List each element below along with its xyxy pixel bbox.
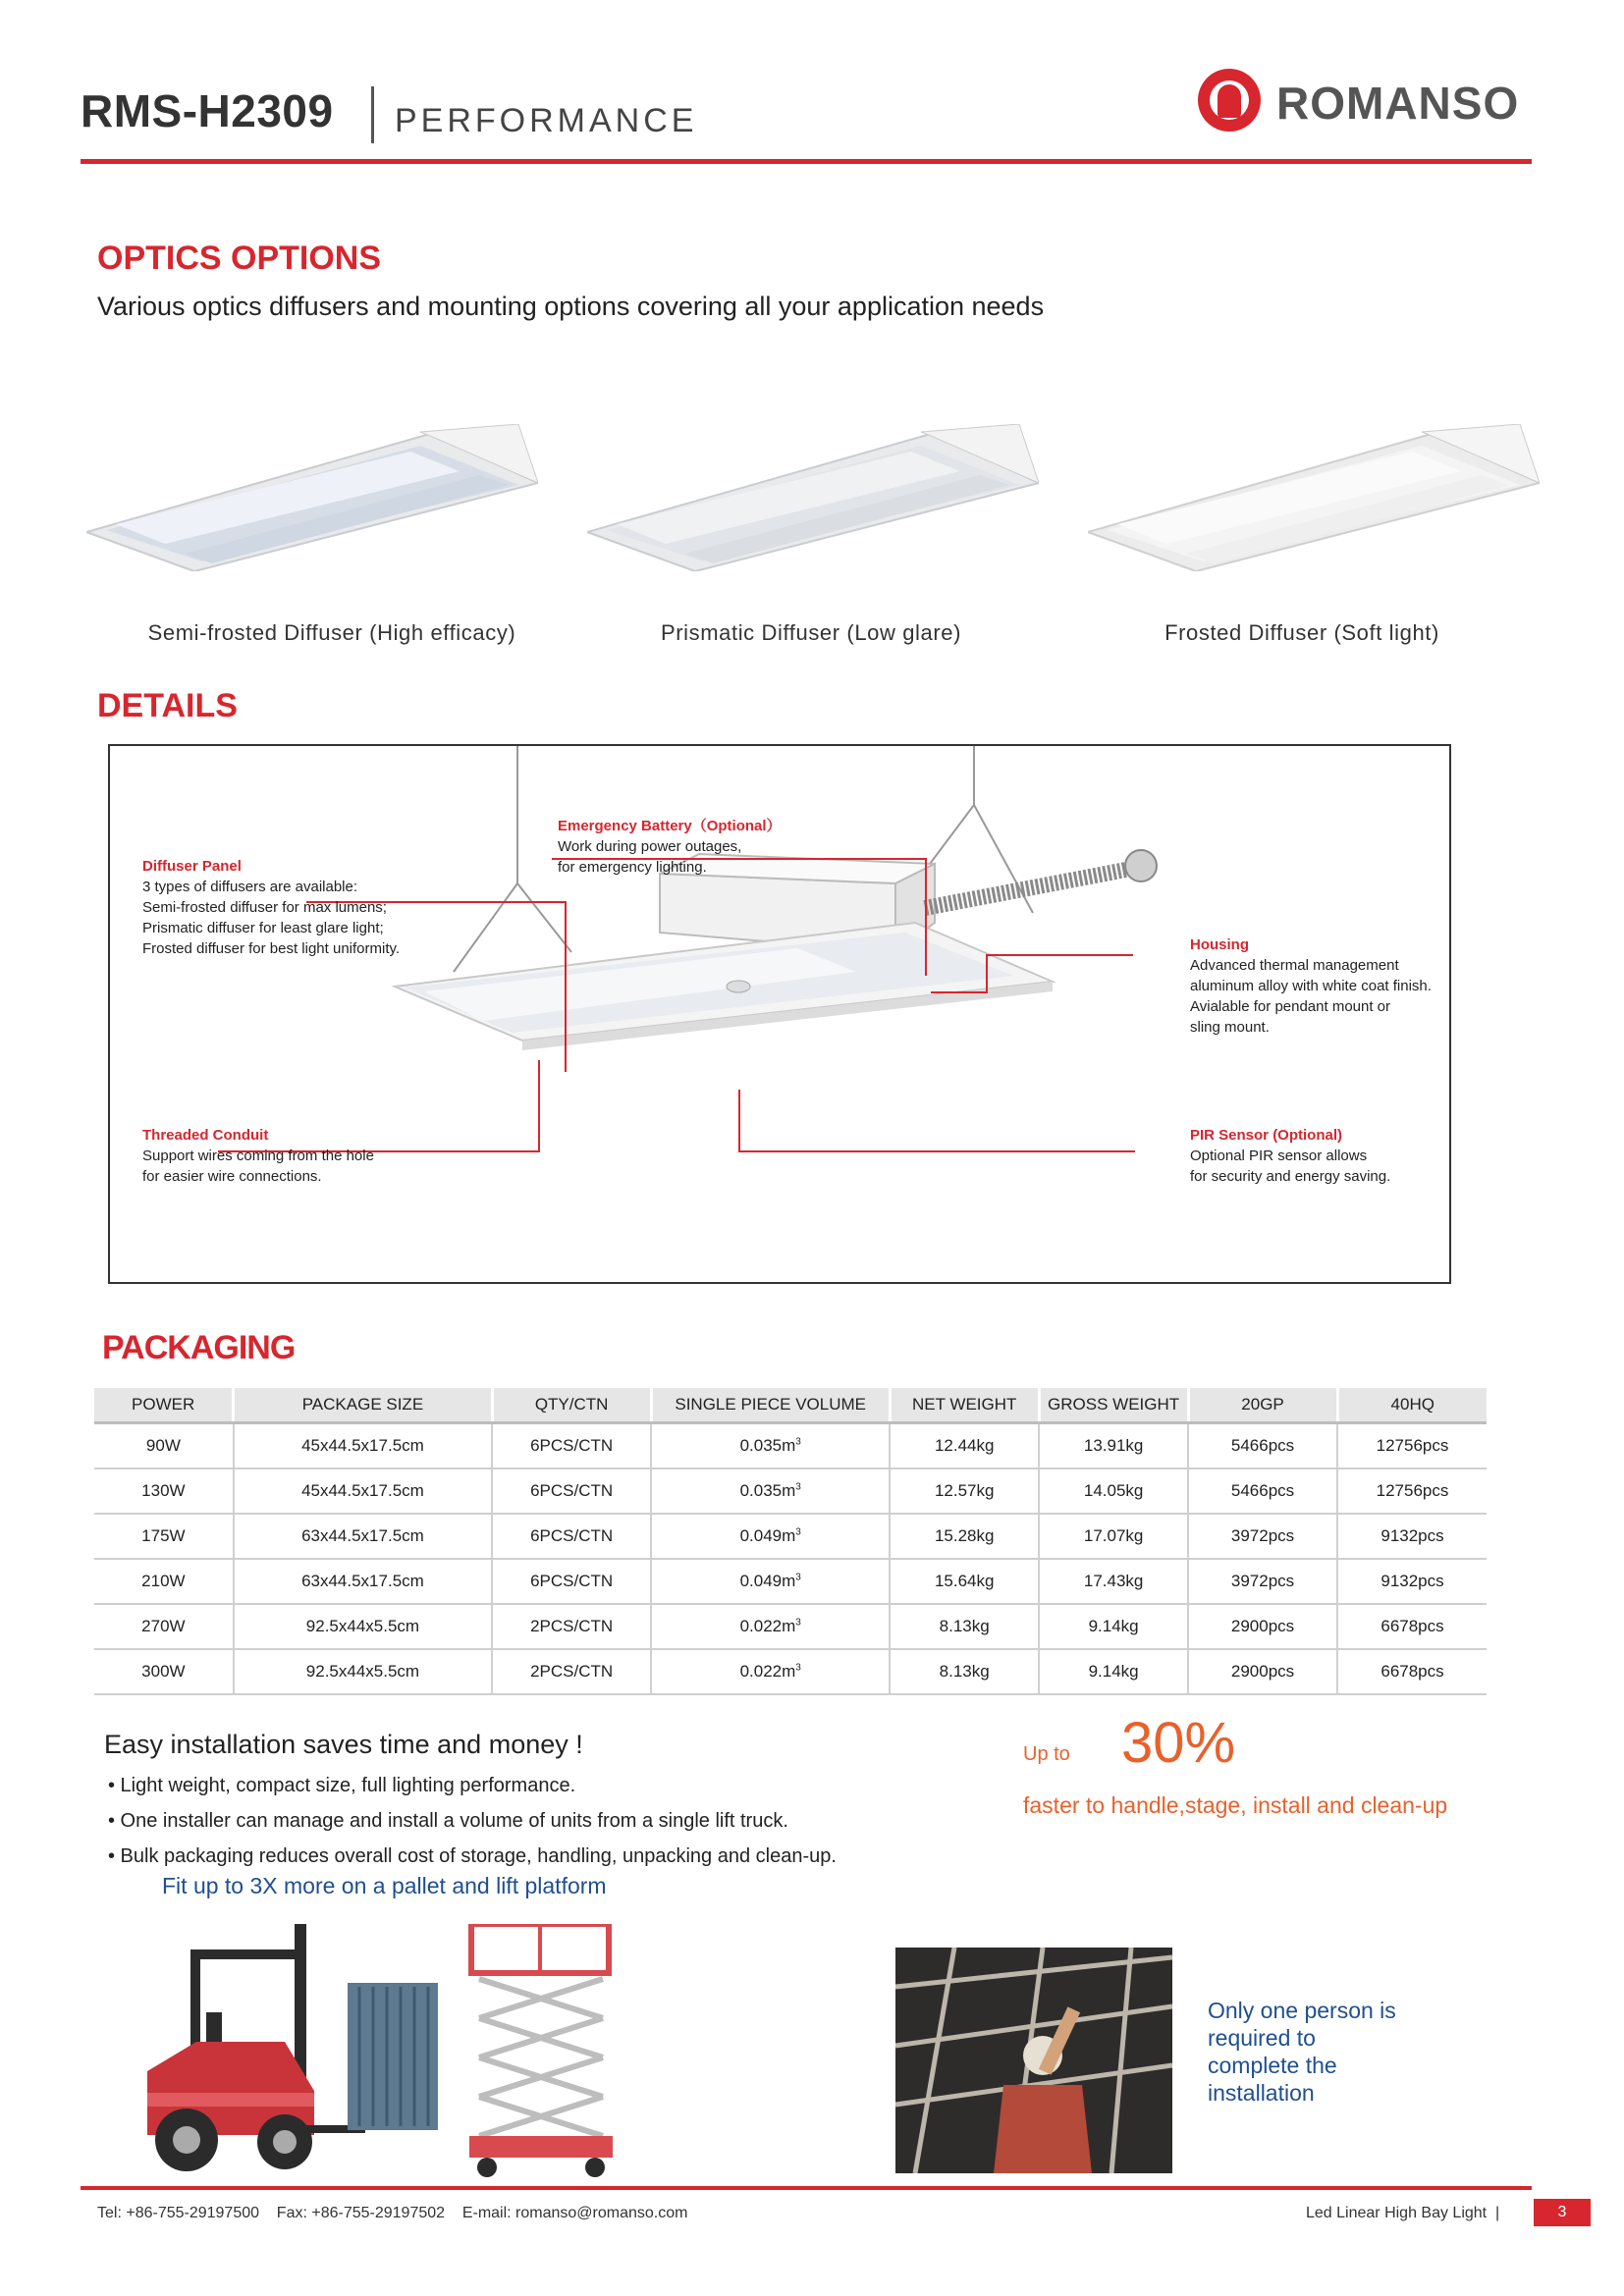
model-name: RMS-H2309 [81,85,334,136]
frosted-lamp-image [1088,424,1540,571]
table-cell: 300W [94,1649,234,1694]
table-cell: 9.14kg [1039,1604,1188,1649]
table-cell: 15.64kg [890,1559,1039,1604]
note-pir-line: for security and energy saving. [1190,1168,1391,1185]
note-conduit-line: for easier wire connections. [142,1168,322,1185]
note-battery-line: Work during power outages, [558,838,742,855]
note-conduit-title: Threaded Conduit [142,1127,269,1144]
table-cell: 92.5x44x5.5cm [234,1649,492,1694]
table-cell: 130W [94,1468,234,1514]
table-cell: 45x44.5x17.5cm [234,1468,492,1514]
table-cell: 2PCS/CTN [492,1649,651,1694]
footer-contact: Tel: +86-755-29197500 Fax: +86-755-29197502 E-mail: romanso@romanso.com [97,2205,688,2221]
note-emergency-battery [558,816,852,878]
note-diffuser-line: Semi-frosted diffuser for max lumens; [142,899,387,916]
table-cell: 14.05kg [1039,1468,1188,1514]
table-cell: $0.049m^3$ [651,1514,890,1559]
table-cell: $0.022m^3$ [651,1649,890,1694]
col-net-weight: NET WEIGHT [890,1388,1039,1423]
note-pir-title: PIR Sensor (Optional) [1190,1127,1343,1144]
note-housing [1190,934,1445,1038]
note-threaded-conduit [142,1125,437,1187]
table-cell: 9132pcs [1337,1559,1487,1604]
note-diffuser-line: Prismatic diffuser for least glare light; [142,920,384,936]
optics-subtitle: Various optics diffusers and mounting options covering all your application needs [97,292,1045,321]
packaging-title: PACKAGING [102,1329,296,1366]
note-pir-line: Optional PIR sensor allows [1190,1148,1368,1164]
page-number: 3 [1534,2199,1591,2226]
caption-semi-frosted: Semi-frosted Diffuser (High efficacy) [147,620,516,645]
table-cell: 6678pcs [1337,1649,1487,1694]
brand-name: ROMANSO [1276,78,1520,129]
packaging-table [94,1388,1487,1695]
footer-product: Led Linear High Bay Light | [1306,2205,1500,2221]
up-to-label: Up to [1023,1743,1070,1765]
section-label: PERFORMANCE [395,102,698,139]
col-qty: QTY/CTN [492,1388,651,1423]
table-cell: 5466pcs [1188,1423,1337,1469]
table-cell: 3972pcs [1188,1514,1337,1559]
caption-prismatic: Prismatic Diffuser (Low glare) [660,620,962,645]
table-row [94,1423,1487,1469]
note-housing-line: Advanced thermal management [1190,957,1399,974]
fit-caption: Fit up to 3X more on a pallet and lift platform [162,1873,607,1898]
note-battery-line: for emergency lighting. [558,859,707,876]
footer-rule [81,2186,1532,2190]
table-cell: 5466pcs [1188,1468,1337,1514]
table-cell: 2900pcs [1188,1604,1337,1649]
col-package-size: PACKAGE SIZE [234,1388,492,1423]
table-cell: 6PCS/CTN [492,1423,651,1469]
note-battery-title: Emergency Battery（Optional） [558,818,782,834]
install-bullet: • One installer can manage and install a volume of units from a single lift truck. [108,1810,788,1832]
table-cell: 6PCS/CTN [492,1468,651,1514]
table-row [94,1468,1487,1514]
prismatic-lamp-image [587,424,1039,571]
table-cell: 13.91kg [1039,1423,1188,1469]
install-bullet: • Bulk packaging reduces overall cost of storage, handling, unpacking and clean-up. [108,1845,837,1867]
table-cell: 6PCS/CTN [492,1514,651,1559]
note-diffuser-title: Diffuser Panel [142,858,242,875]
table-cell: 8.13kg [890,1604,1039,1649]
table-cell: 63x44.5x17.5cm [234,1514,492,1559]
table-cell: 90W [94,1423,234,1469]
table-cell: 17.43kg [1039,1559,1188,1604]
note-pir-sensor [1190,1125,1445,1187]
table-cell: $0.022m^3$ [651,1604,890,1649]
table-cell: 45x44.5x17.5cm [234,1423,492,1469]
forklift-illustration [137,1924,638,2199]
header-rule [81,159,1532,164]
installer-photo [895,1948,1172,2173]
table-header-row [94,1388,1487,1423]
header-divider [371,86,374,143]
table-row [94,1559,1487,1604]
table-cell: 63x44.5x17.5cm [234,1559,492,1604]
install-title: Easy installation saves time and money ! [104,1730,583,1759]
percent-figure: 30% [1121,1711,1236,1775]
note-housing-line: Avialable for pendant mount or [1190,998,1391,1015]
note-diffuser-panel [142,856,437,959]
table-cell: $0.035m^3$ [651,1468,890,1514]
note-conduit-line: Support wires coming from the hole [142,1148,374,1164]
packaging-table-body [94,1423,1487,1695]
install-bullet: • Light weight, compact size, full lighting performance. [108,1775,576,1796]
table-cell: $0.035m^3$ [651,1423,890,1469]
brand-logo-figure-icon [1218,84,1241,118]
table-cell: 12.57kg [890,1468,1039,1514]
table-row [94,1604,1487,1649]
semi-frosted-lamp-image [86,424,538,571]
table-cell: 2PCS/CTN [492,1604,651,1649]
details-box [108,744,1451,1284]
table-cell: $0.049m^3$ [651,1559,890,1604]
note-housing-line: aluminum alloy with white coat finish. [1190,978,1432,994]
note-housing-line: sling mount. [1190,1019,1270,1036]
table-cell: 6PCS/CTN [492,1559,651,1604]
table-cell: 9132pcs [1337,1514,1487,1559]
table-row [94,1514,1487,1559]
caption-frosted: Frosted Diffuser (Soft light) [1164,620,1439,645]
table-cell: 12.44kg [890,1423,1039,1469]
details-title: DETAILS [97,687,238,724]
note-diffuser-line: 3 types of diffusers are available: [142,879,358,895]
table-cell: 270W [94,1604,234,1649]
table-cell: 15.28kg [890,1514,1039,1559]
table-cell: 12756pcs [1337,1468,1487,1514]
optics-title: OPTICS OPTIONS [97,240,382,277]
note-diffuser-line: Frosted diffuser for best light uniformity. [142,940,401,957]
table-cell: 210W [94,1559,234,1604]
table-cell: 3972pcs [1188,1559,1337,1604]
table-cell: 8.13kg [890,1649,1039,1694]
table-cell: 6678pcs [1337,1604,1487,1649]
table-cell: 2900pcs [1188,1649,1337,1694]
table-cell: 17.07kg [1039,1514,1188,1559]
table-cell: 175W [94,1514,234,1559]
table-cell: 12756pcs [1337,1423,1487,1469]
col-20gp: 20GP [1188,1388,1337,1423]
col-power: POWER [94,1388,234,1423]
col-40hq: 40HQ [1337,1388,1487,1423]
col-volume: SINGLE PIECE VOLUME [651,1388,890,1423]
faster-text: faster to handle,stage, install and clean-up [1023,1792,1448,1818]
col-gross-weight: GROSS WEIGHT [1039,1388,1188,1423]
one-person-text: Only one person is required to complete the installation [1208,1998,1396,2106]
table-cell: 9.14kg [1039,1649,1188,1694]
table-row [94,1649,1487,1694]
table-cell: 92.5x44x5.5cm [234,1604,492,1649]
note-housing-title: Housing [1190,936,1249,953]
